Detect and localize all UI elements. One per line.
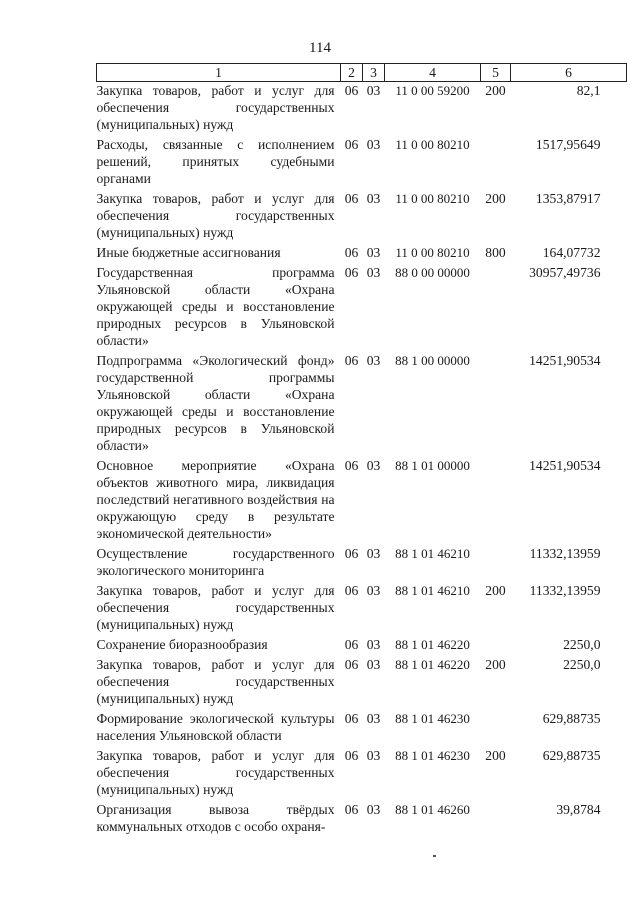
row-name: Формирование экологической культуры населения Ульяновской области — [96, 711, 335, 743]
row-target-code: 88 1 01 46230 — [395, 711, 470, 726]
scan-speck — [433, 855, 436, 857]
table-header — [97, 64, 627, 82]
table-row — [97, 264, 627, 352]
row-subsection: 03 — [366, 546, 381, 561]
row-subsection: 03 — [366, 748, 381, 763]
row-expense-type — [481, 136, 511, 190]
row-target-code: 88 1 01 00000 — [395, 458, 470, 473]
row-subsection: 03 — [366, 637, 381, 652]
row-target-code: 88 1 01 46230 — [395, 748, 470, 763]
header-col-5: 5 — [481, 64, 511, 82]
row-expense-type — [481, 636, 511, 656]
row-amount: 164,07732 — [542, 245, 601, 260]
table-row — [97, 582, 627, 636]
row-name: Закупка товаров, работ и услуг для обеспечения государственных (муниципальных) нужд — [96, 748, 335, 797]
row-subsection: 03 — [366, 802, 381, 817]
row-subsection: 03 — [366, 83, 381, 98]
header-col-2: 2 — [341, 64, 363, 82]
row-subsection: 03 — [366, 353, 381, 368]
row-target-code: 11 0 00 80210 — [395, 245, 470, 260]
row-section: 06 — [344, 245, 359, 260]
row-amount: 11332,13959 — [529, 546, 601, 561]
table-row — [97, 457, 627, 545]
row-amount: 629,88735 — [542, 748, 601, 763]
row-expense-type — [481, 710, 511, 747]
row-section: 06 — [344, 711, 359, 726]
row-subsection: 03 — [366, 711, 381, 726]
row-section: 06 — [344, 637, 359, 652]
table-row — [97, 747, 627, 801]
table-row — [97, 190, 627, 244]
row-section: 06 — [344, 657, 359, 672]
table-row — [97, 136, 627, 190]
table-row — [97, 82, 627, 137]
table-row — [97, 352, 627, 457]
row-name: Сохранение биоразнообразия — [96, 637, 268, 652]
row-name: Расходы, связанные с исполнением решений, принятых судебными органами — [96, 137, 335, 186]
row-expense-type — [481, 545, 511, 582]
header-col-1: 1 — [97, 64, 341, 82]
row-target-code: 11 0 00 80210 — [395, 137, 470, 152]
row-section: 06 — [344, 353, 359, 368]
row-subsection: 03 — [366, 265, 381, 280]
table-body — [97, 82, 627, 839]
row-amount: 14251,90534 — [529, 458, 601, 473]
row-amount: 82,1 — [576, 83, 601, 98]
row-name: Закупка товаров, работ и услуг для обеспечения государственных (муниципальных) нужд — [96, 657, 335, 706]
row-target-code: 88 0 00 00000 — [395, 265, 470, 280]
row-subsection: 03 — [366, 137, 381, 152]
table-row — [97, 636, 627, 656]
row-target-code: 88 1 01 46220 — [395, 637, 470, 652]
row-section: 06 — [344, 137, 359, 152]
row-amount: 2250,0 — [563, 637, 601, 652]
row-section: 06 — [344, 83, 359, 98]
row-subsection: 03 — [366, 191, 381, 206]
row-section: 06 — [344, 546, 359, 561]
row-section: 06 — [344, 583, 359, 598]
row-amount: 1353,87917 — [535, 191, 601, 206]
row-name: Закупка товаров, работ и услуг для обеспечения государственных (муниципальных) нужд — [96, 83, 335, 132]
table-row — [97, 656, 627, 710]
row-target-code: 88 1 01 46210 — [395, 546, 470, 561]
row-expense-type: 200 — [485, 748, 506, 763]
header-col-4: 4 — [385, 64, 481, 82]
row-section: 06 — [344, 458, 359, 473]
row-name: Иные бюджетные ассигнования — [96, 245, 281, 260]
header-col-3: 3 — [363, 64, 385, 82]
row-section: 06 — [344, 265, 359, 280]
row-target-code: 88 1 01 46210 — [395, 583, 470, 598]
row-expense-type: 800 — [485, 245, 506, 260]
row-amount: 39,8784 — [556, 802, 601, 817]
row-expense-type: 200 — [485, 657, 506, 672]
row-expense-type — [481, 457, 511, 545]
row-target-code: 88 1 01 46260 — [395, 802, 470, 817]
row-expense-type: 200 — [485, 583, 506, 598]
table-row — [97, 545, 627, 582]
table-row — [97, 244, 627, 264]
row-subsection: 03 — [366, 657, 381, 672]
row-name: Осуществление государственного экологического мониторинга — [96, 546, 335, 578]
budget-table — [96, 63, 627, 838]
row-expense-type — [481, 264, 511, 352]
row-amount: 629,88735 — [542, 711, 601, 726]
table-row — [97, 801, 627, 838]
row-amount: 14251,90534 — [529, 353, 601, 368]
row-amount: 2250,0 — [563, 657, 601, 672]
row-name: Закупка товаров, работ и услуг для обеспечения государственных (муниципальных) нужд — [96, 191, 335, 240]
row-name: Закупка товаров, работ и услуг для обеспечения государственных (муниципальных) нужд — [96, 583, 335, 632]
row-section: 06 — [344, 802, 359, 817]
row-subsection: 03 — [366, 245, 381, 260]
row-name: Государственная программа Ульяновской области «Охрана окружающей среды и восстановление природных ресурсов в Ульяновской области» — [96, 265, 335, 348]
row-subsection: 03 — [366, 458, 381, 473]
row-expense-type — [481, 352, 511, 457]
row-name: Организация вывоза твёрдых коммунальных отходов с особо охраня- — [96, 802, 335, 834]
row-target-code: 88 1 01 46220 — [395, 657, 470, 672]
page-number: 114 — [309, 40, 331, 56]
row-expense-type: 200 — [485, 83, 506, 98]
row-target-code: 88 1 00 00000 — [395, 353, 470, 368]
row-amount: 11332,13959 — [529, 583, 601, 598]
row-expense-type — [481, 801, 511, 838]
row-section: 06 — [344, 748, 359, 763]
row-subsection: 03 — [366, 583, 381, 598]
row-expense-type: 200 — [485, 191, 506, 206]
table-row — [97, 710, 627, 747]
row-name: Подпрограмма «Экологический фонд» государственной программы Ульяновской области «Охрана окружающей среды и восстановление природных ресурсов в Ульяновской области» — [96, 353, 335, 453]
row-name: Основное мероприятие «Охрана объектов животного мира, ликвидация последствий негативного воздействия на окружающую среду в результате экономической деятельности» — [96, 458, 335, 541]
row-target-code: 11 0 00 80210 — [395, 191, 470, 206]
row-section: 06 — [344, 191, 359, 206]
row-amount: 1517,95649 — [535, 137, 601, 152]
row-target-code: 11 0 00 59200 — [395, 83, 470, 98]
row-amount: 30957,49736 — [529, 265, 601, 280]
header-col-6: 6 — [511, 64, 627, 82]
